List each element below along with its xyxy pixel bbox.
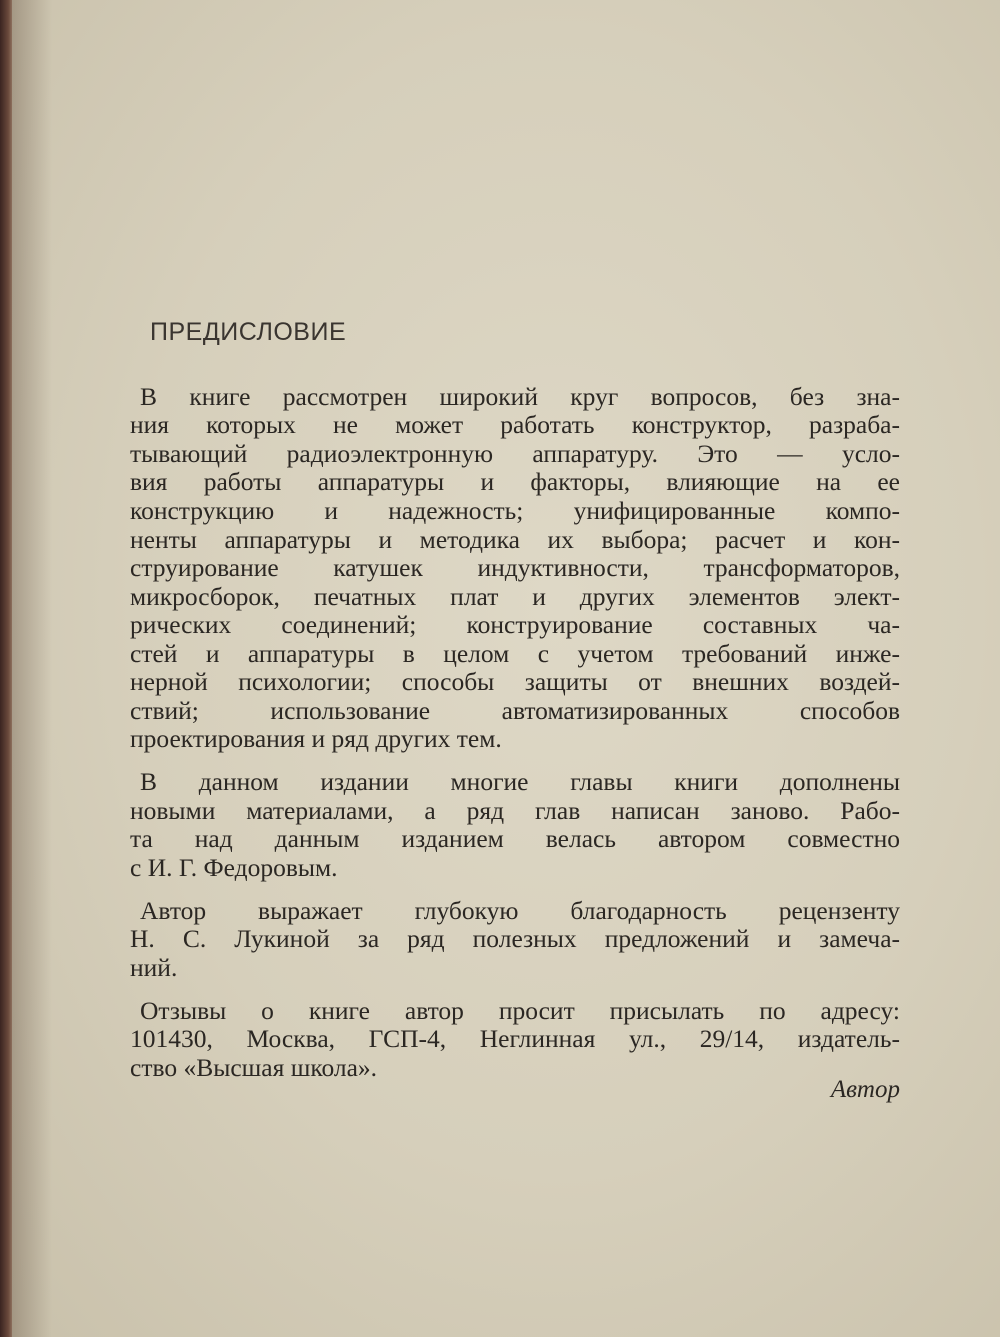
book-page (12, 0, 1000, 1337)
text-line: В данном издании многие главы книги дополнены (140, 767, 900, 796)
text-line: та над данным изданием велась автором совместно (130, 824, 900, 853)
text-line: конструкцию и надежность; унифицированные компо- (130, 496, 900, 525)
text-line: ство «Высшая школа». (130, 1053, 378, 1082)
author-signature: Автор (830, 1076, 900, 1103)
text-line: ствий; использование автоматизированных способов (130, 696, 900, 725)
text-line: вия работы аппаратуры и факторы, влияющие на ее (130, 467, 900, 496)
text-line: Н. С. Лукиной за ряд полезных предложений и замеча- (130, 924, 900, 953)
text-line: нерной психологии; способы защиты от внешних воздей- (130, 667, 900, 696)
text-line: стей и аппаратуры в целом с учетом требований инже- (130, 639, 900, 668)
text-line: ний. (130, 953, 178, 982)
text-line: 101430, Москва, ГСП-4, Неглинная ул., 29/14, издатель- (130, 1024, 900, 1053)
text-line: рических соединений; конструирование составных ча- (130, 610, 900, 639)
text-line: с И. Г. Федоровым. (130, 853, 338, 882)
text-line: проектирования и ряд других тем. (130, 724, 502, 753)
text-line: тывающий радиоэлектронную аппаратуру. Это — усло- (130, 439, 900, 468)
text-line: ненты аппаратуры и методика их выбора; расчет и кон- (130, 525, 900, 554)
text-line: Автор выражает глубокую благодарность рецензенту (140, 896, 900, 925)
text-line: Отзывы о книге автор просит присылать по адресу: (140, 996, 900, 1025)
text-line: струирование катушек индуктивности, трансформаторов, (130, 553, 900, 582)
text-line: ния которых не может работать конструктор, разраба- (130, 410, 900, 439)
text-line: микросборок, печатных плат и других элементов элект- (130, 582, 900, 611)
preface-heading: ПРЕДИСЛОВИЕ (150, 318, 347, 346)
text-line: В книге рассмотрен широкий круг вопросов, без зна- (140, 382, 900, 411)
text-line: новыми материалами, а ряд глав написан заново. Рабо- (130, 796, 900, 825)
